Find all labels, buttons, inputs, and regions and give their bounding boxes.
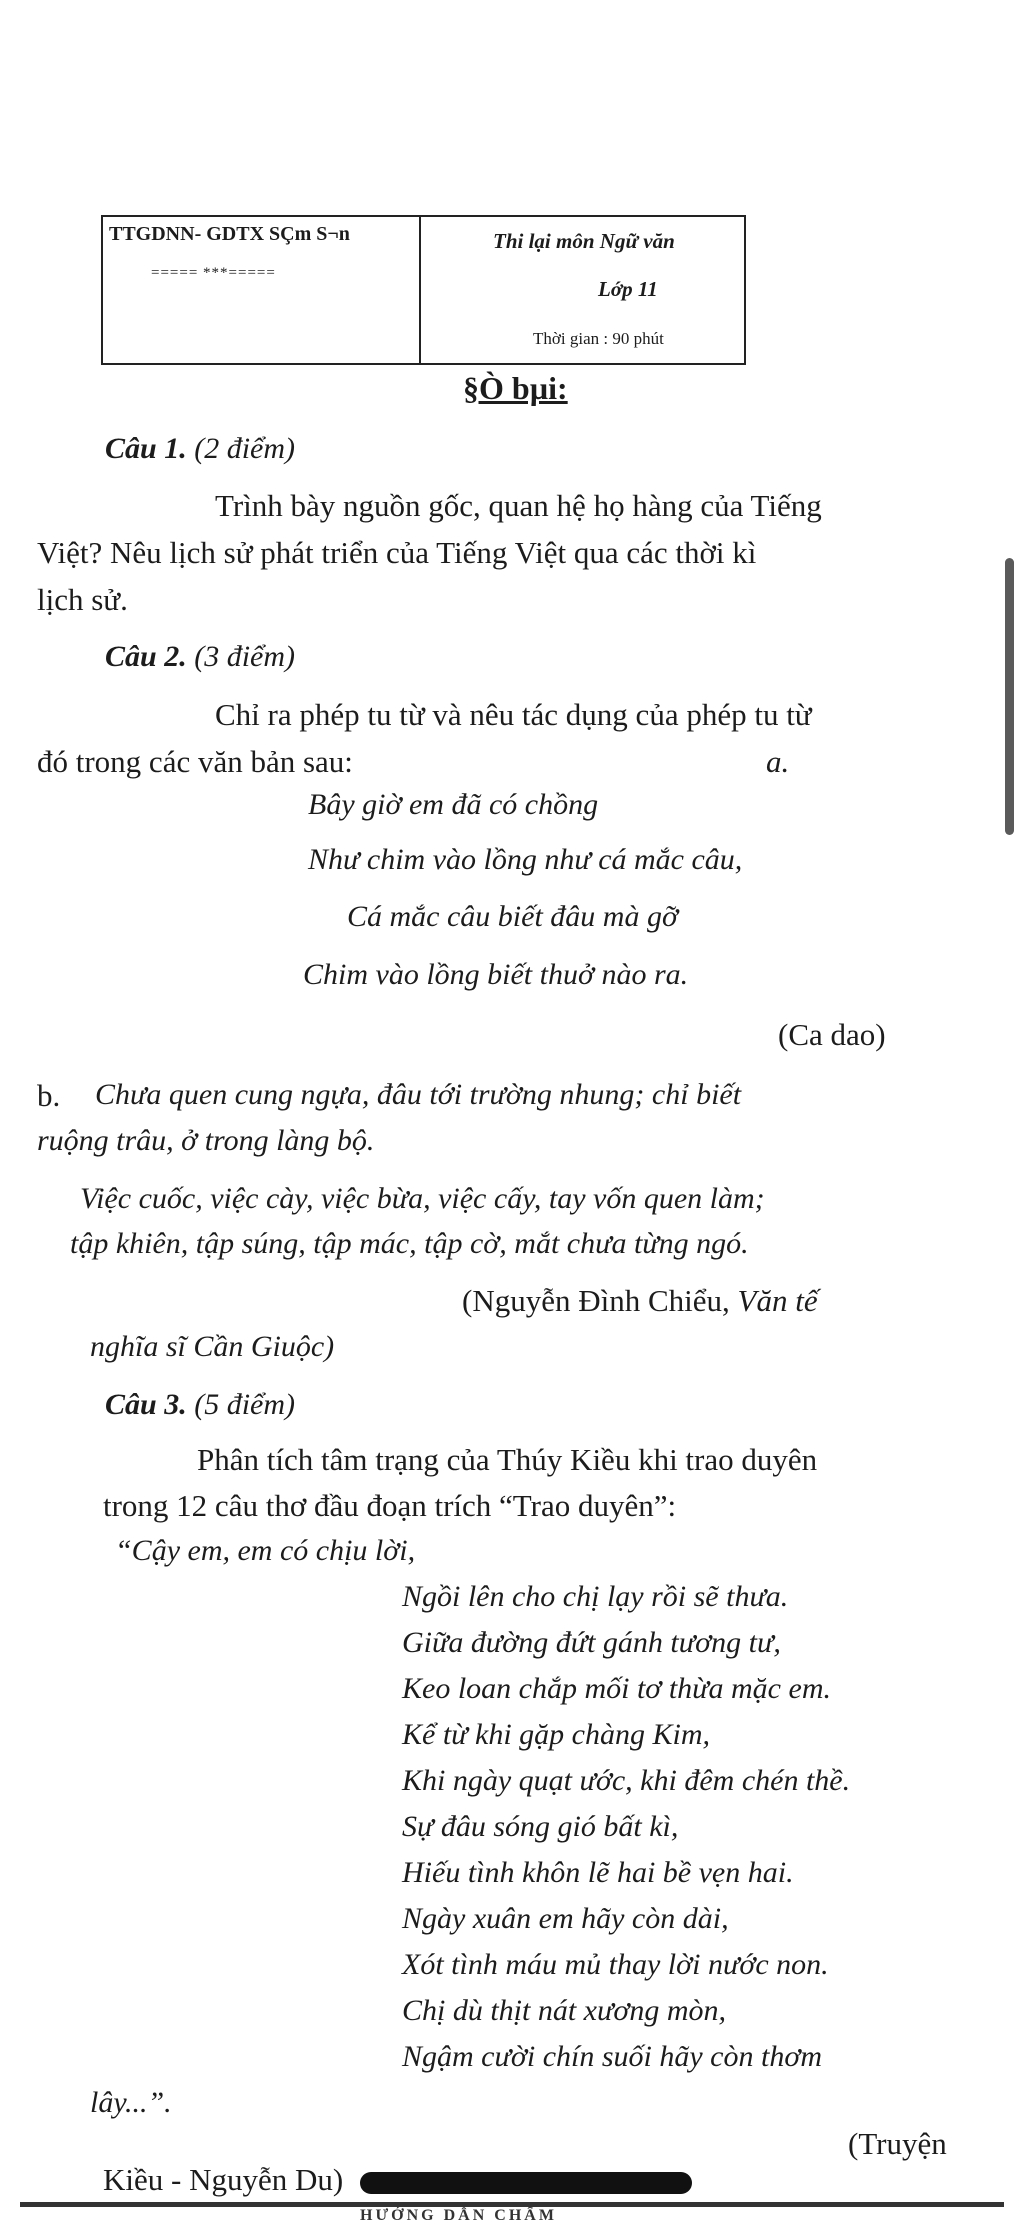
q3-poem-line-9: Xót tình máu mủ thay lời nước non. xyxy=(402,1948,829,1981)
q3-line-1: Phân tích tâm trạng của Thúy Kiều khi trao duyên xyxy=(197,1442,818,1477)
q1-label: Câu 1. xyxy=(105,432,187,465)
q3-source-1: (Truyện xyxy=(848,2126,947,2161)
q3-poem-line-6: Sự đâu sóng gió bất kì, xyxy=(402,1810,679,1843)
q1-points: (2 điểm) xyxy=(194,432,295,465)
q2-marker-a: a. xyxy=(766,744,790,779)
q3-poem-line-10: Chị dù thịt nát xương mòn, xyxy=(402,1994,727,2027)
q2-heading xyxy=(105,640,295,674)
q3-poem-line-7: Hiếu tình khôn lẽ hai bề vẹn hai. xyxy=(402,1856,794,1889)
next-section-peek: HƯỚNG DẪN CHẤM xyxy=(360,2207,557,2224)
q1-heading xyxy=(105,432,295,466)
header-divider xyxy=(419,217,421,363)
scrollbar-thumb[interactable] xyxy=(1005,558,1014,835)
q3-poem-line-2: Giữa đường đứt gánh tương tư, xyxy=(402,1626,781,1659)
q3-label: Câu 3. xyxy=(105,1388,187,1421)
exam-title: Thi lại môn Ngữ văn xyxy=(493,229,675,253)
q2-poem-line-3: Cá mắc câu biết đâu mà gỡ xyxy=(347,900,678,933)
q3-poem-line-1: Ngồi lên cho chị lạy rồi sẽ thưa. xyxy=(402,1580,789,1613)
q3-line-2: trong 12 câu thơ đầu đoạn trích “Trao duyên”: xyxy=(103,1488,677,1523)
q3-poem-end: lây...”. xyxy=(90,2086,172,2119)
q3-points: (5 điểm) xyxy=(194,1388,295,1421)
q2-line-2: đó trong các văn bản sau: xyxy=(37,744,353,779)
q3-poem-line-11: Ngậm cười chín suối hãy còn thơm xyxy=(402,2040,822,2073)
q3-poem-line-3: Keo loan chắp mối tơ thừa mặc em. xyxy=(402,1672,831,1705)
q1-line-3: lịch sử. xyxy=(37,582,128,617)
home-indicator-bar[interactable] xyxy=(360,2172,692,2194)
q2-poem-line-4: Chim vào lồng biết thuở nào ra. xyxy=(303,958,689,991)
q3-source-2: Kiều - Nguyễn Du) xyxy=(103,2162,344,2197)
q2-source-a: (Ca dao) xyxy=(778,1017,886,1052)
q2-b-line-4: tập khiên, tập súng, tập mác, tập cờ, mắt chưa từng ngó. xyxy=(70,1227,749,1260)
q2-source-b-work-cont: nghĩa sĩ Cần Giuộc) xyxy=(90,1330,335,1363)
q1-line-2: Việt? Nêu lịch sử phát triển của Tiếng Việt qua các thời kì xyxy=(37,535,757,570)
q2-label: Câu 2. xyxy=(105,640,187,673)
q2-b-line-2: ruộng trâu, ở trong làng bộ. xyxy=(37,1124,375,1157)
q3-poem-line-5: Khi ngày quạt ước, khi đêm chén thề. xyxy=(402,1764,851,1797)
q1-line-1: Trình bày nguồn gốc, quan hệ họ hàng của Tiếng xyxy=(215,488,822,523)
q3-heading xyxy=(105,1388,295,1422)
q2-marker-b: b. xyxy=(37,1078,61,1113)
q3-poem-first: “Cậy em, em có chịu lời, xyxy=(115,1534,416,1567)
q3-poem-line-4: Kể từ khi gặp chàng Kim, xyxy=(402,1718,710,1751)
school-decor-line: ===== ***===== xyxy=(151,265,276,281)
header-table xyxy=(101,215,746,365)
q2-source-b-work: Văn tế xyxy=(737,1283,818,1318)
exam-time: Thời gian : 90 phút xyxy=(533,329,664,348)
page-title: §Ò bµi: xyxy=(463,370,568,406)
q2-poem-line-1: Bây giờ em đã có chồng xyxy=(308,788,599,821)
q2-source-b xyxy=(462,1283,818,1319)
q2-points: (3 điểm) xyxy=(194,640,295,673)
q2-line-1: Chỉ ra phép tu từ và nêu tác dụng của phép tu từ xyxy=(215,697,812,732)
q2-b-line-1: Chưa quen cung ngựa, đâu tới trường nhung; chỉ biết xyxy=(95,1078,742,1111)
q2-b-line-3: Việc cuốc, việc cày, việc bừa, việc cấy, tay vốn quen làm; xyxy=(80,1182,765,1215)
exam-grade: Lớp 11 xyxy=(598,277,658,301)
school-name: TTGDNN- GDTX SÇm S¬n xyxy=(109,223,350,245)
q3-poem-line-8: Ngày xuân em hãy còn dài, xyxy=(402,1902,729,1935)
q2-source-b-author: (Nguyễn Đình Chiểu, xyxy=(462,1283,738,1318)
q2-poem-line-2: Như chim vào lồng như cá mắc câu, xyxy=(308,843,743,876)
